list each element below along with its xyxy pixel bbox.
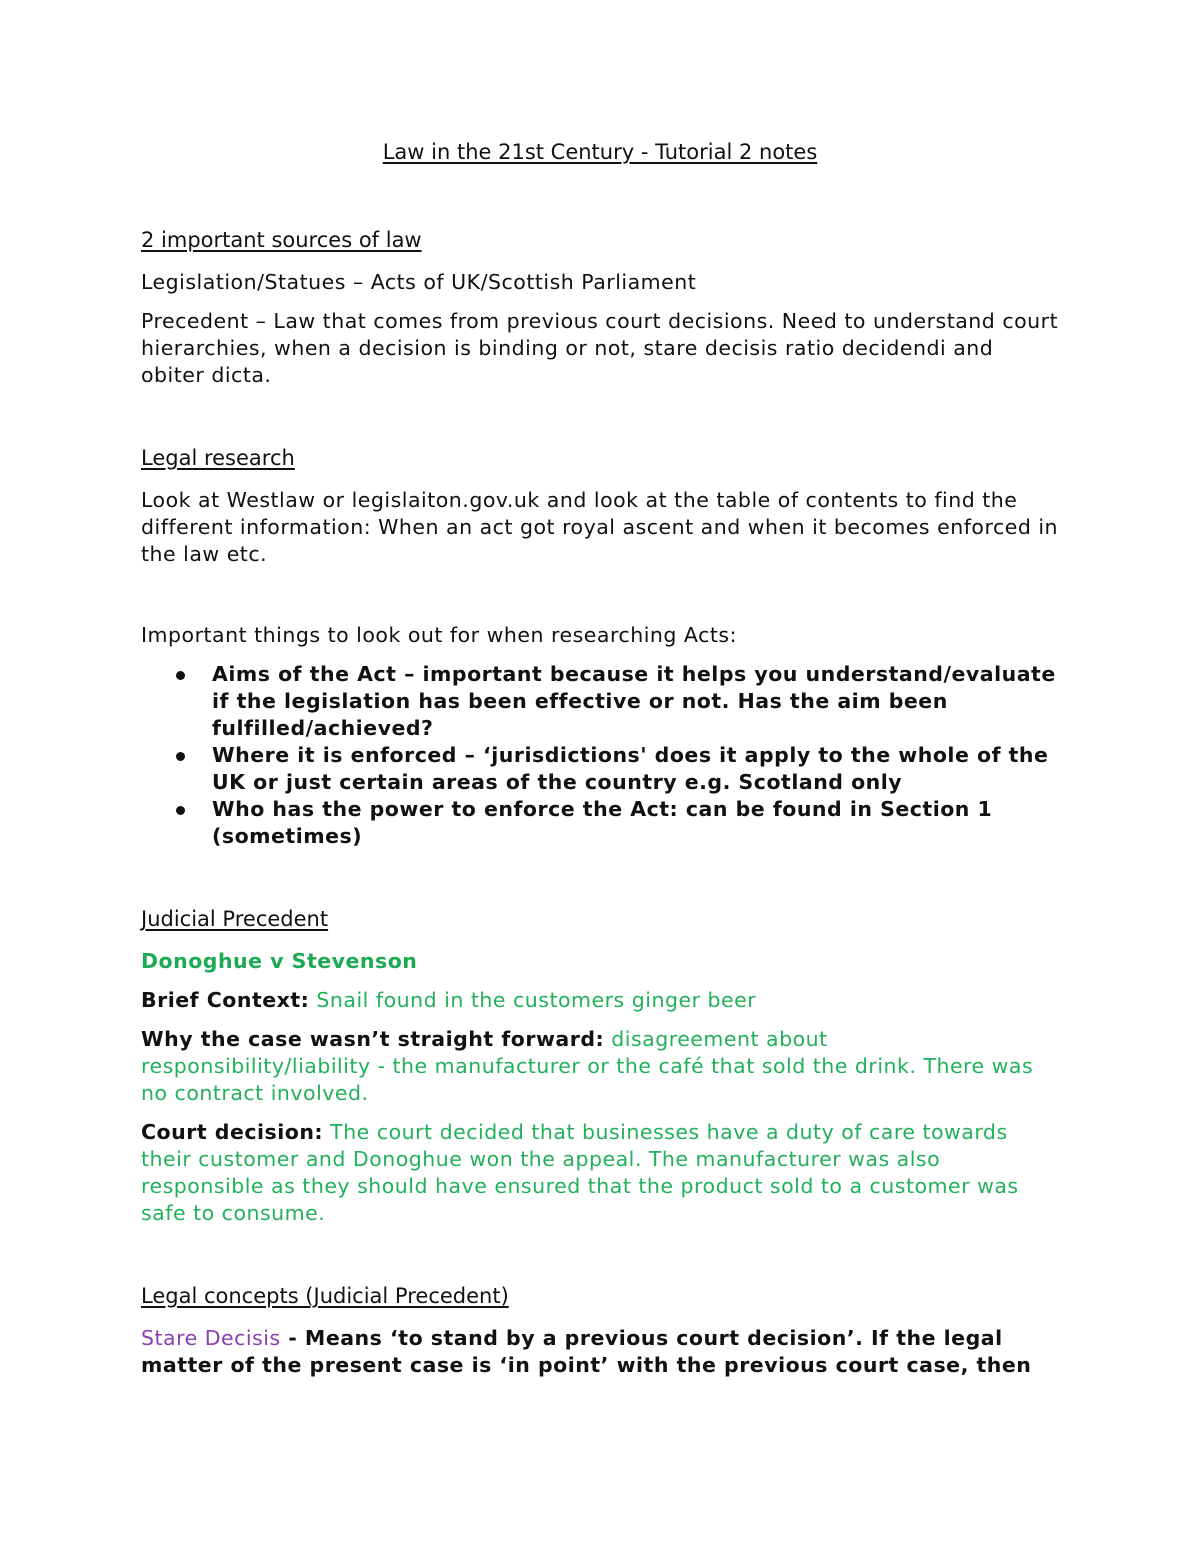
document-page: [141, 0, 1071, 1553]
concepts-heading: Legal concepts (Judicial Precedent): [141, 1284, 509, 1308]
why-text: disagreement about responsibility/liability - the manufacturer or the café that sold the drink. There was no contract involved.: [141, 1027, 1034, 1105]
decision-label: Court decision:: [141, 1120, 324, 1144]
stare-decisis-paragraph: [141, 1325, 1061, 1379]
context-text: Snail found in the customers ginger beer: [316, 988, 757, 1012]
list-item: [141, 661, 1061, 742]
list-item: [141, 796, 1061, 850]
stare-decisis-definition: - Means ‘to stand by a previous court decision’. If the legal matter of the present case is ‘in point’ with the previous court case, then: [141, 1326, 1032, 1377]
list-item-text: Who has the power to enforce the Act: can be found in Section 1 (sometimes): [212, 797, 993, 848]
document-title: Law in the 21st Century - Tutorial 2 notes: [382, 140, 818, 164]
context-label: Brief Context:: [141, 988, 310, 1012]
precedent-paragraph: Precedent – Law that comes from previous court decisions. Need to understand court hierarchies, when a decision is binding or not, stare decisis ratio decidendi and obiter dicta.: [141, 309, 1059, 387]
sources-heading: 2 important sources of law: [141, 228, 422, 252]
context-paragraph: [141, 987, 1061, 1014]
list-item: [141, 742, 1061, 796]
decision-paragraph: [141, 1119, 1061, 1227]
lookout-list: [141, 661, 1061, 850]
bullet-icon: [176, 806, 185, 815]
stare-decisis-term: Stare Decisis: [141, 1326, 281, 1350]
judicial-heading: Judicial Precedent: [141, 907, 329, 931]
why-paragraph: [141, 1026, 1061, 1107]
decision-text: The court decided that businesses have a duty of care towards their customer and Donoghue won the appeal. The manufacturer was also responsible as they should have ensured that the product sold to a customer was safe to consume.: [141, 1120, 1019, 1225]
legislation-paragraph: Legislation/Statues – Acts of UK/Scottish Parliament: [141, 270, 697, 294]
document-body: [141, 225, 1061, 1391]
list-item-text: Aims of the Act – important because it helps you understand/evaluate if the legislation has been effective or not. Has the aim been fulfilled/achieved?: [212, 662, 1056, 740]
case-name: Donoghue v Stevenson: [141, 949, 418, 973]
research-paragraph: Look at Westlaw or legislaiton.gov.uk and look at the table of contents to find the different information: When an act got royal ascent and when it becomes enforced in the law etc.: [141, 488, 1059, 566]
research-heading: Legal research: [141, 446, 295, 470]
list-item-text: Where it is enforced – ‘jurisdictions' does it apply to the whole of the UK or just certain areas of the country e.g. Scotland only: [212, 743, 1049, 794]
why-label: Why the case wasn’t straight forward:: [141, 1027, 605, 1051]
bullet-icon: [176, 671, 185, 680]
lookout-intro: Important things to look out for when researching Acts:: [141, 623, 737, 647]
bullet-icon: [176, 752, 185, 761]
